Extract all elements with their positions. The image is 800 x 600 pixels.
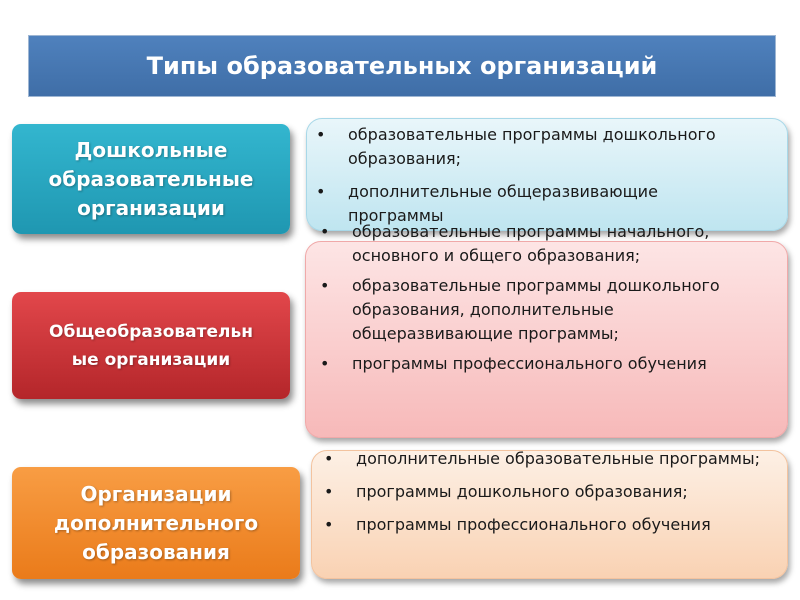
category-label-line: Общеобразовательн [49, 321, 253, 342]
list-item-text: образовательные программы дошкольного образования; [348, 125, 716, 168]
list-item-text: дополнительные образовательные программы; [356, 449, 760, 468]
page-title: Типы образовательных организаций [146, 52, 658, 80]
category-label-line: дополнительного [53, 510, 259, 535]
category-box-preschool [12, 124, 290, 234]
list-item [320, 274, 760, 346]
title-banner [28, 35, 776, 97]
bullet-icon: • [316, 182, 326, 201]
bullet-icon: • [320, 276, 330, 295]
list-item [320, 220, 760, 268]
category-label-line: ые организации [71, 349, 231, 370]
bullet-icon: • [324, 449, 334, 468]
bullet-icon: • [320, 354, 330, 373]
list-item-text: программы дошкольного образования; [356, 482, 688, 501]
programs-list-additional [324, 447, 760, 546]
list-item-text: программы профессионального обучения [356, 515, 711, 534]
category-label-line: образовательные [48, 166, 254, 191]
list-item [320, 352, 760, 376]
list-item [324, 513, 760, 537]
list-item-text: дополнительные общеразвивающие программы [348, 182, 658, 225]
list-item-text: образовательные программы начального, основного и общего образования; [352, 222, 710, 265]
category-label-line: Дошкольные [74, 137, 228, 162]
category-label-line: образования [82, 539, 230, 564]
list-item [316, 123, 756, 171]
category-label-line: Организации [80, 481, 232, 506]
list-item [324, 480, 760, 504]
list-item [324, 447, 760, 471]
bullet-icon: • [324, 482, 334, 501]
category-label-line: организации [77, 195, 225, 220]
bullet-icon: • [320, 222, 330, 241]
category-box-general [12, 292, 290, 399]
bullet-icon: • [316, 125, 326, 144]
category-box-additional [12, 467, 300, 579]
bullet-icon: • [324, 515, 334, 534]
list-item-text: программы профессионального обучения [352, 354, 707, 373]
programs-list-general [320, 220, 760, 382]
list-item-text: образовательные программы дошкольного образования, дополнительные общеразвивающие программы; [352, 276, 720, 343]
